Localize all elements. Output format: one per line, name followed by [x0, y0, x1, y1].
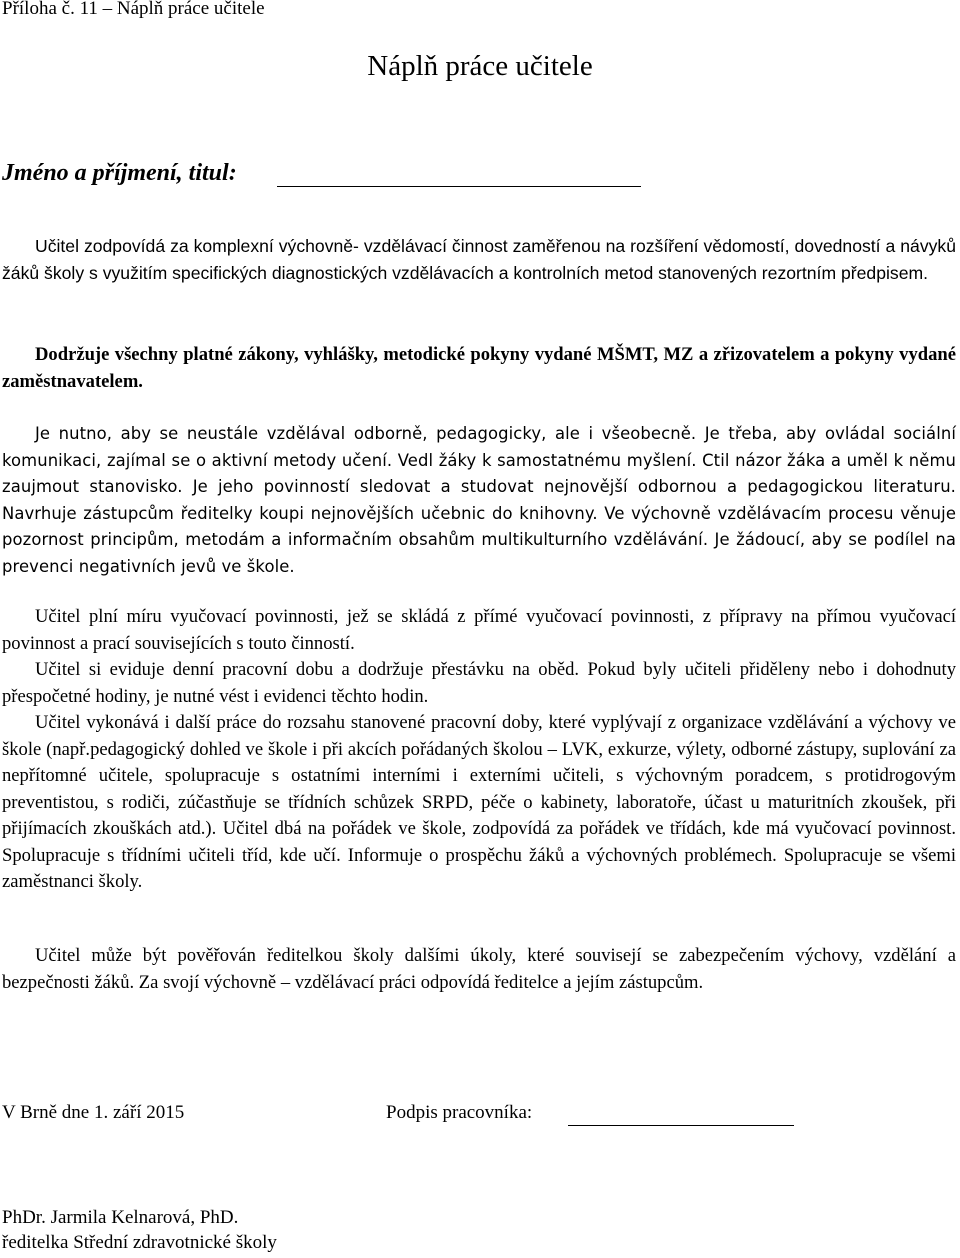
signer-name: PhDr. Jarmila Kelnarová, PhD. — [2, 1207, 239, 1228]
place-date: V Brně dne 1. září 2015 — [2, 1102, 185, 1123]
paragraph-laws: Dodržuje všechny platné zákony, vyhlášky, metodické pokyny vydané MŠMT, MZ a zřizovatelem a pokyny vydané zaměstnavatelem. — [2, 344, 956, 392]
appendix-note: Příloha č. 11 – Náplň práce učitele — [2, 0, 265, 19]
paragraph-working-time: Učitel si eviduje denní pracovní dobu a dodržuje přestávku na oběd. Pokud byly učiteli přiděleny nebo i dohodnuty přespočetné hodiny, je nutné vést i evidenci těchto hodin. — [2, 659, 956, 707]
signature-line — [568, 1125, 794, 1126]
paragraph-additional-tasks: Učitel může být pověřován ředitelkou školy dalšími úkoly, které souvisejí se zabezpečením výchovy, vzdělání a bezpečnosti žáků. Za svojí výchovně – vzdělávací práci odpovídá ředitelce a jejím zástupcům. — [2, 945, 956, 993]
page-title: Náplň práce učitele — [367, 50, 593, 82]
paragraph-responsibility: Učitel zodpovídá za komplexní výchovně- vzdělávací činnost zaměřenou na rozšíření vědomostí, dovedností a návyků žáků školy s využitím specifických diagnostických vzdělávacích a kontrolních metod stanovených rezortním předpisem. — [2, 236, 956, 283]
paragraph-teaching-load: Učitel plní míru vyučovací povinnosti, jež se skládá z přímé vyučovací povinnosti, z přípravy na přímou vyučovací povinnost a prací souvisejících s touto činností. — [2, 606, 956, 654]
name-fill-line — [277, 186, 641, 187]
paragraph-other-duties: Učitel vykonává i další práce do rozsahu stanovené pracovní doby, které vyplývají z organizace vzdělávání a výchovy ve škole (např.pedagogický dohled ve škole i při akcích pořádaných školou – LVK, exkurze, výlety, odborné zástupy, suplování za nepřítomné učitele, spolupracuje s ostatními interními i externími učiteli, s výchovným poradcem, s protidrogovým preventistou, s rodiči, zúčastňuje se třídních schůzek SRPD, péče o kabinety, laboratoře, účast u maturitních zkoušek, při přijímacích zkouškách atd.). Učitel dbá na pořádek ve škole, zodpovídá za pořádek ve třídách, kde má vyučovací povinnost. Spolupracuje s třídními učiteli tříd, kde učí. Informuje o prospěchu žáků a výchovných problémech. Spolupracuje se všemi zaměstnanci školy. — [2, 712, 956, 892]
signature-label: Podpis pracovníka: — [386, 1102, 533, 1123]
name-label: Jméno a příjmení, titul: — [2, 160, 237, 186]
paragraph-education: Je nutno, aby se neustále vzdělával odborně, pedagogicky, ale i všeobecně. Je třeba, aby ovládal sociální komunikaci, zajímal se o aktivní metody učení. Vedl žáky k samostatnému myšlení. Ctil názor žáka a uměl k němu zaujmout stanovisko. Je jeho povinností sledovat a studovat nejnovější odbornou a pedagogickou literaturu. Navrhuje zástupcům ředitelky koupi nejnovějších učebnic do knihovny. Ve výchovně vzdělávacím procesu věnuje pozornost principům, metodám a informačním obsahům multikulturního vzdělávání. Je žádoucí, aby se podílel na prevenci negativních jevů ve škole. — [2, 424, 956, 576]
signer-role: ředitelka Střední zdravotnické školy — [2, 1232, 277, 1253]
